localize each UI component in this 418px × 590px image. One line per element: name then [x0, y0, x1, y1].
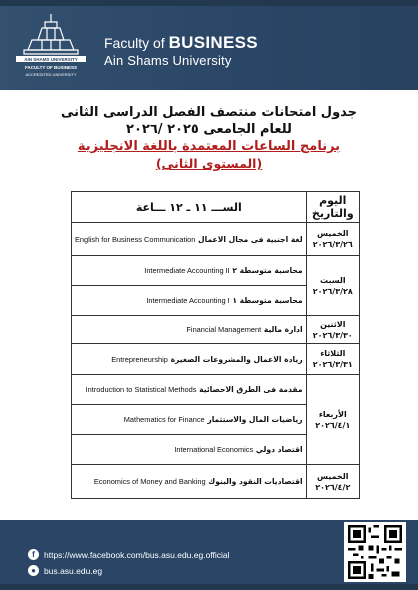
day-cell: الثلاثاء ٢٠٢٦/٣/٣١	[306, 344, 359, 375]
table-row	[72, 316, 360, 344]
subject-cell: محاسبة متوسطة ٢ Intermediate Accounting II	[72, 256, 307, 286]
day-cell: الخميس ٢٠٢٦/٤/٢	[306, 465, 359, 499]
subject-cell: لغة اجنبية فى مجال الاعمال English for Business Communication	[72, 223, 307, 256]
subject-cell: ريادة الاعمال والمشروعات الصغيرة Entrepreneurship	[72, 344, 307, 375]
svg-text:AIN SHAMS UNIVERSITY: AIN SHAMS UNIVERSITY	[24, 57, 78, 62]
table-header-row	[72, 192, 360, 223]
title-line-1: جدول امتحانات منتصف الفصل الدراسى الثانى	[60, 105, 358, 120]
website-url[interactable]: bus.asu.edu.eg	[44, 565, 103, 576]
table-row	[72, 375, 360, 405]
day-cell: الأربعاء ٢٠٢٦/٤/١	[306, 375, 359, 465]
website-link[interactable]	[28, 565, 102, 576]
subject-cell: اقتصاديات النقود والبنوك Economics of Money and Banking	[72, 465, 307, 499]
subject-cell: رياضيات المال والاستثمار Mathematics for Finance	[72, 405, 307, 435]
day-cell: الخميس ٢٠٢٦/٣/٢٦	[306, 223, 359, 256]
table-row	[72, 256, 360, 286]
page-header	[0, 0, 418, 90]
title-line-2: للعام الجامعى ٢٠٢٥ /٢٠٢٦	[126, 122, 292, 137]
level-title: (المستوى الثانى)	[155, 156, 263, 171]
university-name: Ain Shams University	[104, 53, 232, 68]
schedule-titles	[30, 104, 388, 172]
table-row	[72, 223, 360, 256]
footer-bottom-bar	[0, 584, 418, 590]
time-header: الســـ ١١ ـ ١٢ ـــاعة	[72, 192, 307, 223]
facebook-link[interactable]	[28, 549, 230, 560]
header-top-bar	[0, 0, 418, 6]
facebook-icon: f	[28, 549, 39, 560]
subject-cell: اقتصاد دولي International Economics	[72, 435, 307, 465]
exam-schedule-table	[71, 191, 360, 499]
svg-text:ACCREDITED UNIVERSITY: ACCREDITED UNIVERSITY	[25, 72, 77, 77]
header-text	[104, 34, 258, 69]
table-row	[72, 465, 360, 499]
ain-shams-university-logo	[12, 10, 90, 82]
table-row	[72, 344, 360, 375]
subject-cell: مقدمة فى الطرق الاحصائية Introduction to Statistical Methods	[72, 375, 307, 405]
day-cell: السبت ٢٠٢٦/٣/٢٨	[306, 256, 359, 316]
svg-text:FACULTY OF BUSINESS: FACULTY OF BUSINESS	[24, 65, 78, 70]
day-cell: الاثنين ٢٠٢٦/٣/٣٠	[306, 316, 359, 344]
subject-cell: محاسبة متوسطة ١ Intermediate Accounting I	[72, 286, 307, 316]
day-date-header: اليوم والتاريخ	[306, 192, 359, 223]
globe-icon: ●	[28, 565, 39, 576]
subject-cell: ادارة مالية Financial Management	[72, 316, 307, 344]
faculty-name: Faculty of BUSINESS	[104, 33, 258, 52]
program-title: برنامج الساعات المعتمدة باللغة الانجليزية	[77, 139, 341, 154]
facebook-url[interactable]: https://www.facebook.com/bus.asu.edu.eg.official	[44, 549, 230, 560]
qr-code	[344, 522, 406, 582]
